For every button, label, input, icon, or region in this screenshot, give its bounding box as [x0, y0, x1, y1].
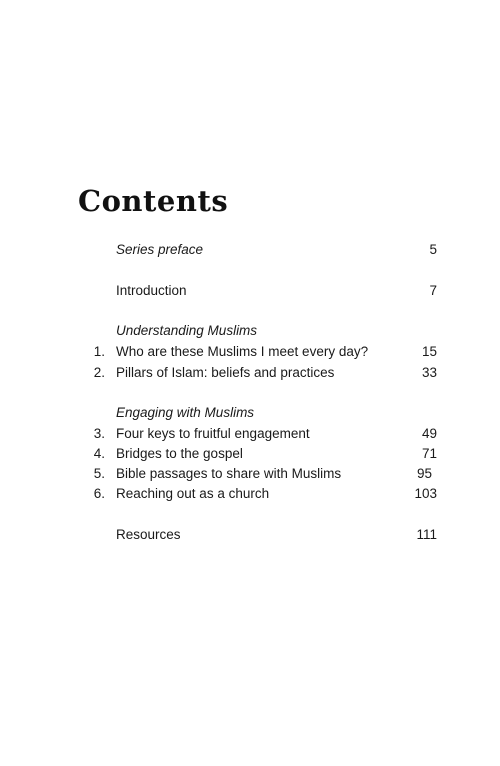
toc-entry-number: 4.	[93, 446, 105, 461]
toc-part-heading-label: Engaging with Muslims	[116, 405, 255, 420]
toc-entry-number: 2.	[93, 365, 105, 380]
toc-entry-label: Resources	[116, 527, 181, 542]
toc-entry-page: 95	[416, 466, 432, 481]
toc-entry-number: 3.	[93, 426, 105, 441]
toc-entry-number: 5.	[93, 466, 105, 481]
toc-entry-series-preface	[0, 240, 500, 260]
toc-entry-page: 111	[416, 527, 437, 542]
toc-entry-page: 103	[414, 486, 437, 501]
toc-entry-label: Introduction	[116, 283, 187, 298]
toc-entry-resources	[0, 525, 500, 545]
toc-entry-chapter-5	[0, 464, 500, 484]
toc-entry-chapter-2	[0, 363, 500, 383]
toc-entry-page: 33	[421, 365, 437, 380]
toc-entry-page: 5	[429, 242, 437, 257]
toc-entry-chapter-4	[0, 444, 500, 464]
toc-entry-label: Series preface	[116, 242, 204, 257]
toc-entry-label: Pillars of Islam: beliefs and practices	[116, 365, 335, 380]
toc-entry-page: 7	[429, 283, 437, 298]
toc-entry-introduction	[0, 281, 500, 301]
toc-entry-page: 49	[421, 426, 437, 441]
toc-entry-chapter-1	[0, 342, 500, 362]
toc-part-heading-label: Understanding Muslims	[116, 323, 258, 338]
toc-entry-label: Bridges to the gospel	[116, 446, 243, 461]
toc-part-heading-understanding	[0, 321, 500, 341]
page-title: Contents	[78, 184, 229, 218]
toc-part-heading-engaging	[0, 403, 500, 423]
toc-entry-number: 6.	[93, 486, 105, 501]
toc-entry-page: 15	[421, 344, 437, 359]
toc-entry-number: 1.	[93, 344, 105, 359]
toc-entry-chapter-3	[0, 424, 500, 444]
toc-entry-label: Four keys to fruitful engagement	[116, 426, 310, 441]
toc-entry-label: Reaching out as a church	[116, 486, 270, 501]
toc-entry-page: 71	[421, 446, 437, 461]
toc-entry-chapter-6	[0, 484, 500, 504]
toc-entry-label: Who are these Muslims I meet every day?	[116, 344, 369, 359]
toc-entry-label: Bible passages to share with Muslims	[116, 466, 342, 481]
